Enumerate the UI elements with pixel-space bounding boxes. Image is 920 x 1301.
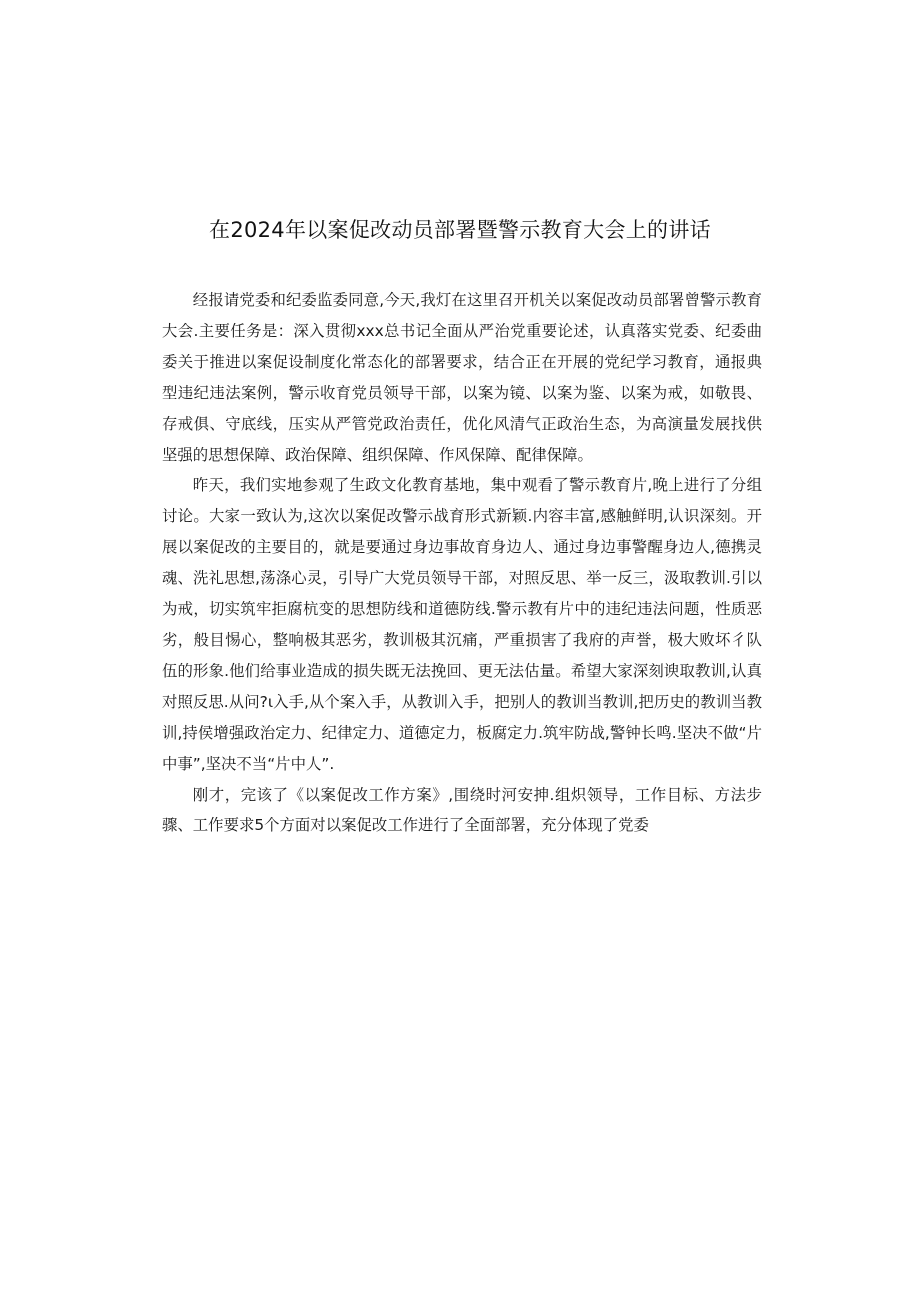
document-title: 在2024年以案促改动员部署暨警示教育大会上的讲话 (209, 218, 711, 242)
paragraph: 昨天，我们实地参观了生政文化教育基地，集中观看了警示教育片,晚上进行了分组讨论。大家一致认为,这次以案促改警示战育形式新颖.内容丰富,感触鲜明,认识深刻。开展以案促改的主要目的，就是要通过身边事故育身边人、通过身边事警醒身边人,德携灵魂、洗礼思想,荡涤心灵，引导广大党员领导干部，对照反思、举一反三，汲取教训.引以为戒，切实筑牢拒腐杭变的思想防线和道德防线.警示教有片中的违纪违法问题，性质恶劣，般目惕心，整响极其恶劣，教训极其沉痛，严重损害了我府的声誉，极大败坏彳队伍的形象.他们给事业造成的损失既无法挽回、更无法估量。希望大家深刻谀取教训,认真对照反思.从问?ι入手,从个案入手，从教训入手，把别人的教训当教训,把历史的教训当教训,持侯增强政治定力、纪律定力、道德定力，板腐定力.筑牢防战,警钟长鸣.坚决不做“片中事”,坚决不当“片中人”. (162, 476, 762, 773)
paragraph: 经报请党委和纪委监委同意,今天,我灯在这里召开机关以案促改动员部署曾警示教育大会.主要任务是：深入贯彻xxx总书记全面从严治党重要论述，认真落实党委、纪委曲委关于推进以案促设制度化常态化的部署要求，结合正在开展的党纪学习教育，通报典型违纪违法案例，警示收育党员领导干部，以案为镜、以案为鉴、以案为戒，如敬畏、存戒俱、守底线，压实从严管党政治责任，优化风清气正政治生态，为高演量发展找供坚强的思想保障、政治保障、组织保障、作风保障、配律保障。 (162, 291, 762, 464)
paragraph: 刚才，完该了《以案促改工作方案》,围绕时河安抻.组炽领导，工作目标、方法步骤、工作要求5个方面对以案促改工作进行了全面部署，充分体现了党委 (162, 785, 762, 835)
document-body (162, 285, 762, 841)
